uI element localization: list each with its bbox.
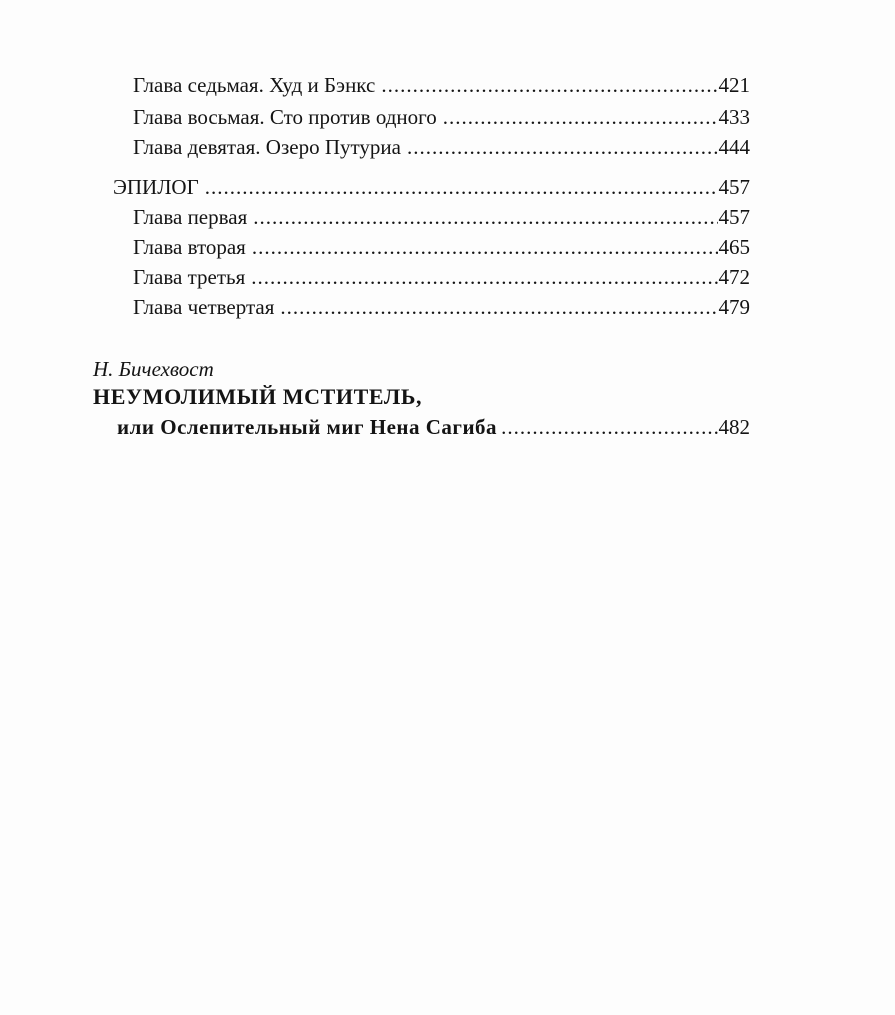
toc-section-title: ЭПИЛОГ [113, 175, 199, 199]
dot-leader [407, 134, 718, 160]
toc-entry-title: Глава вторая [133, 235, 246, 259]
toc-entry [133, 72, 750, 98]
toc-entry [133, 294, 750, 320]
toc-entry [133, 204, 750, 230]
dot-leader [501, 414, 717, 440]
toc-entry [133, 104, 750, 130]
dot-leader [253, 204, 717, 230]
toc-entry-page: 444 [718, 135, 750, 159]
dot-leader [280, 294, 717, 320]
toc-entry-page: 457 [718, 205, 750, 229]
toc-entry-page: 465 [718, 235, 750, 259]
work-subtitle: или Ослепительный миг Нена Сагиба [117, 415, 498, 439]
toc-entry-title: Глава седьмая. Худ и Бэнкс [133, 73, 376, 97]
toc-entry [133, 134, 750, 160]
dot-leader [251, 264, 717, 290]
dot-leader [381, 72, 717, 98]
toc-entry-page: 479 [718, 295, 750, 319]
toc-section-epilog [113, 174, 750, 200]
toc-entry-page: 482 [718, 415, 750, 439]
toc-entry-title: Глава первая [133, 205, 248, 229]
toc-entry-page: 472 [718, 265, 750, 289]
toc-entry [133, 234, 750, 260]
toc-entry-title: Глава третья [133, 265, 246, 289]
toc-entry-title: Глава четвертая [133, 295, 275, 319]
dot-leader [252, 234, 718, 260]
author-name: Н. Бичехвост [93, 357, 214, 381]
toc-entry-work [117, 414, 750, 440]
dot-leader [205, 174, 718, 200]
toc-entry-page: 433 [718, 105, 750, 129]
toc-entry-title: Глава восьмая. Сто против одного [133, 105, 437, 129]
toc-entry-title: Глава девятая. Озеро Путуриа [133, 135, 401, 159]
toc-entry-page: 421 [718, 73, 750, 97]
toc-entry-page: 457 [718, 175, 750, 199]
toc-entry [133, 264, 750, 290]
dot-leader [443, 104, 718, 130]
work-title: НЕУМОЛИМЫЙ МСТИТЕЛЬ, [93, 384, 423, 409]
